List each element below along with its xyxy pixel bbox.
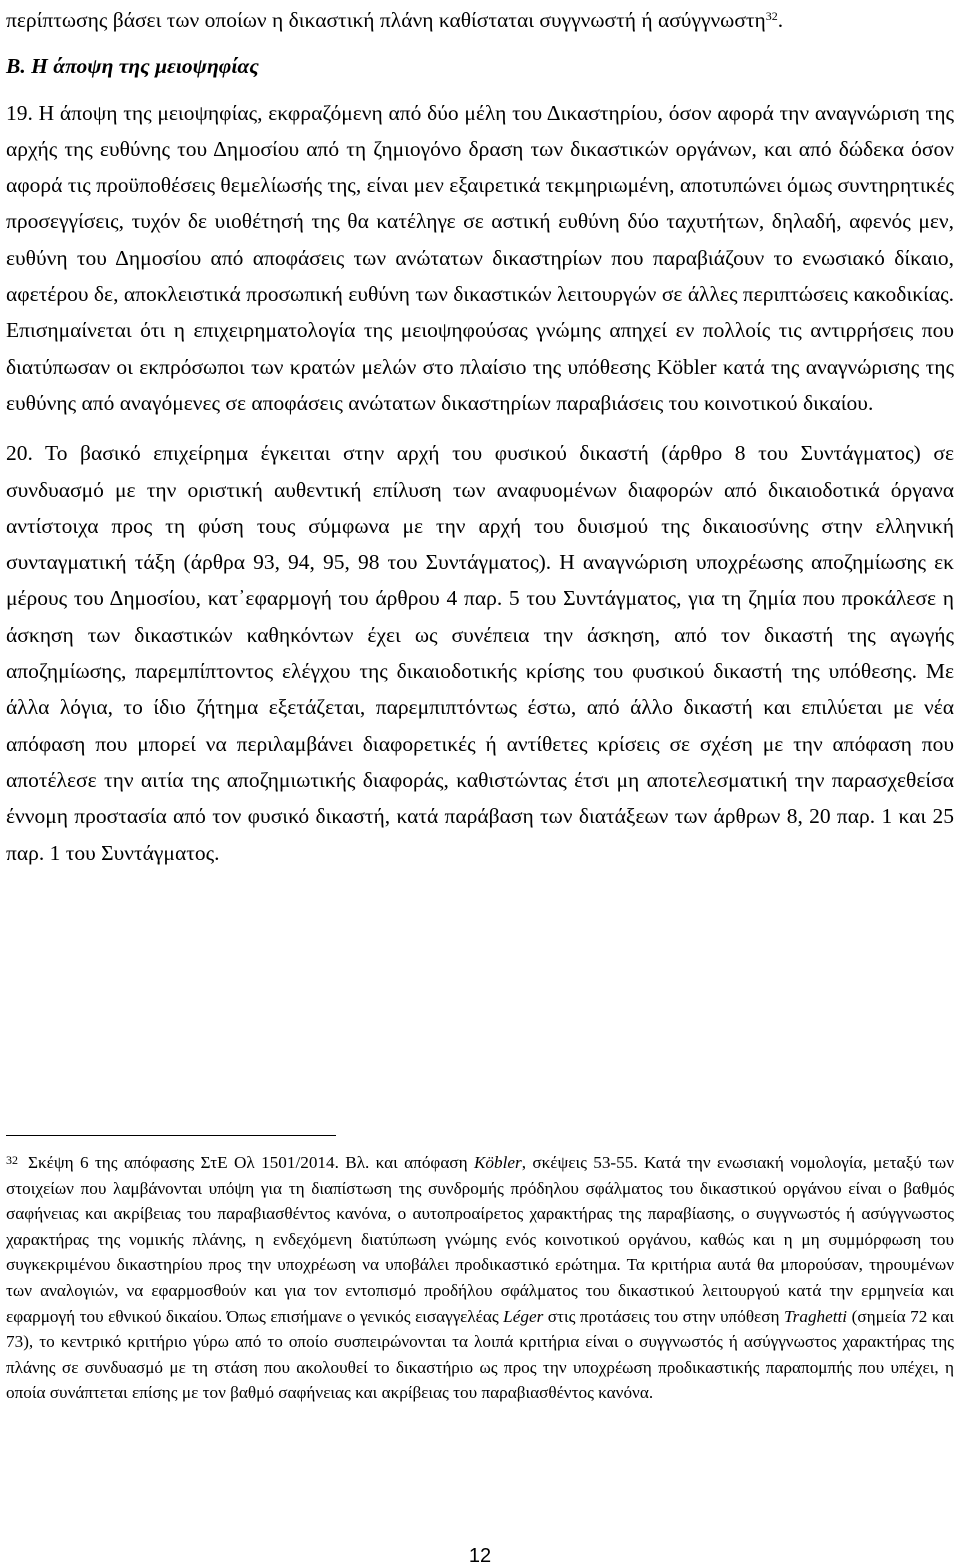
continuation-text: περίπτωσης βάσει των οποίων η δικαστική πλάνη καθίσταται συγγνωστή ή ασύγγνωστη (6, 8, 766, 32)
paragraph-20: 20. Το βασικό επιχείρημα έγκειται στην αρχή του φυσικού δικαστή (άρθρο 8 του Συντάγματος) σε συνδυασμό με την οριστική αυθεντική επίλυση των αναφυομένων διαφορών από δικαιοδοτικά όργανα αντίστοιχα προς τη φύση τους σύμφωνα με την αρχή του δυισμού της δικαιοσύνης στην ελληνική συνταγματική τάξη (άρθρα 93, 94, 95, 98 του Συντάγματος). Η αναγνώριση υποχρέωσης αποζημίωσης εκ μέρους του Δημοσίου, κατ᾽εφαρμογή του άρθρου 4 παρ. 5 του Συντάγματος, για τη ζημία που προκάλεσε η άσκηση των δικαστικών καθηκόντων έχει ως συνέπεια την άσκηση, από τον δικαστή της αγωγής αποζημίωσης, παρεμπίπτοντος ελέγχου της δικαιοδοτικής κρίσης του φυσικού δικαστή της υπόθεσης. Με άλλα λόγια, το ίδιο ζήτημα εξετάζεται, παρεμπιπτόντως έστω, από άλλο δικαστή και επιλύεται με νέα απόφαση που μπορεί να περιλαμβάνει διαφορετικές ή αντίθετες κρίσεις σε σχέση με την απόφαση που αποτέλεσε την αιτία της αποζημιωτικής διαφοράς, καθιστώντας έτσι μη αποτελεσματική την παρασχεθείσα έννομη προστασία από τον φυσικό δικαστή, κατά παράβαση των διατάξεων των άρθρων 8, 20 παρ. 1 και 25 παρ. 1 του Συντάγματος. (6, 441, 954, 865)
footnote-32 (6, 1150, 954, 1406)
continuation-end: . (777, 8, 784, 32)
footnote-text-1: Σκέψη 6 της απόφασης ΣτΕ Ολ 1501/2014. Βλ. και απόφαση (28, 1153, 474, 1172)
footnote-case-kobler: Köbler (473, 1153, 522, 1172)
document-page (6, 0, 954, 871)
paragraph-19 (6, 95, 954, 422)
page-number: 12 (468, 1545, 492, 1567)
paragraph-19-text: 19. Η άποψη της μειοψηφίας, εκφραζόμενη από δύο μέλη του Δικαστηρίου, όσον αφορά την αναγνώριση της αρχής της ευθύνης του Δημοσίου από τη ζημιογόνο δραση των δικαστικών οργάνων, και από δώδεκα όσον αφορά τις προϋποθέσεις θεμελίωσής της, είναι μεν εξαιρετικά τεκμηριωμένη, αποτυπώνει όμως συντηρητικές προσεγγίσεις, τυχόν δε υιοθέτησή της θα κατέληγε σε αστική ευθύνη δύο ταχυτήτων, δηλαδή, αφενός μεν, ευθύνη του Δημοσίου από αποφάσεις των ανώτατων δικαστηρίων που παραβιάζουν το ενωσιακό δίκαιο, αφετέρου δε, αποκλειστικά προσωπική ευθύνη των δικαστικών λειτουργών σε άλλες περιπτώσεις κακοδικίας. (6, 100, 954, 307)
footnote-case-traghetti: Traghetti (784, 1306, 848, 1326)
footnote-number: 32 (6, 1153, 18, 1167)
section-heading: Β. Η άποψη της μειοψηφίας (6, 54, 259, 79)
footnote-reference: 32 (765, 9, 778, 23)
footnote-text-2: , σκέψεις 53-55. Κατά την ενωσιακή νομολογία, μεταξύ των στοιχείων που λαμβάνονται υπόψη για τη διαπίστωση της συνδρομής πρόδηλου σφάλματος του δικαστικού οργάνου είναι ο βαθμός σαφήνειας και ακρίβειας του παραβιασθέντος κανόνα, ο αυτοπροαίρετος χαρακτήρας της παραβίασης, ο συγγνωστός ή ασύγγνωστος χαρακτήρας της νομικής πλάνης, η ενδεχόμενη διατύπωση γνώμης ενός κοινοτικού οργάνου, καθώς και η μη συμμόρφωση του συγκεκριμένου δικαστηρίου προς την υποχρέωση να υποβάλει προδικαστικό ερώτημα. Τα κριτήρια αυτά θα μπορούσαν, τηρουμένων των αναλογιών, να εφαρμοσθούν και για τον εντοπισμό προδήλου σφάλματος του δικαστικού λειτουργού κατά την ερμηνεία και εφαρμογή του εθνικού δικαίου. Όπως επισήμανε ο γενικός εισαγγελέας (6, 1153, 954, 1326)
footnote-text-4: (σημεία 72 και 73), το κεντρικό κριτήριο γύρω από το οποίο συσπειρώνονται τα λοιπά κριτήρια είναι ο συγγνωστός ή ασύγγνωστος χαρακτήρας της πλάνης σε συνδυασμό με τη στάση που ακολουθεί το δικαστήριο ως προς την υποχρέωση προδικαστικής παραπομπής που υπέχει, η οποία συνάπτεται επίσης με τον βαθμό σαφήνειας και ακρίβειας του παραβιασθέντος κανόνα. (6, 1306, 954, 1403)
continuation-paragraph (6, 2, 954, 38)
footnote-name-leger: Léger (503, 1306, 544, 1326)
footnote-text-3: στις προτάσεις του στην υπόθεση (543, 1306, 785, 1326)
paragraph-19-continuation: Επισημαίνεται ότι η επιχειρηματολογία της μειοψηφούσας γνώμης απηχεί εν πολλοίς τις αντιρρήσεις που διατύπωσαν οι εκπρόσωποι των κρατών μελών στο πλαίσιο της υπόθεσης Köbler κατά της αναγνώρισης της ευθύνης από αναγόμενες σε αποφάσεις ανώτατων δικαστηρίων παραβιάσεις του κοινοτικού δικαίου. (6, 318, 954, 415)
footnote-separator (6, 1135, 336, 1136)
